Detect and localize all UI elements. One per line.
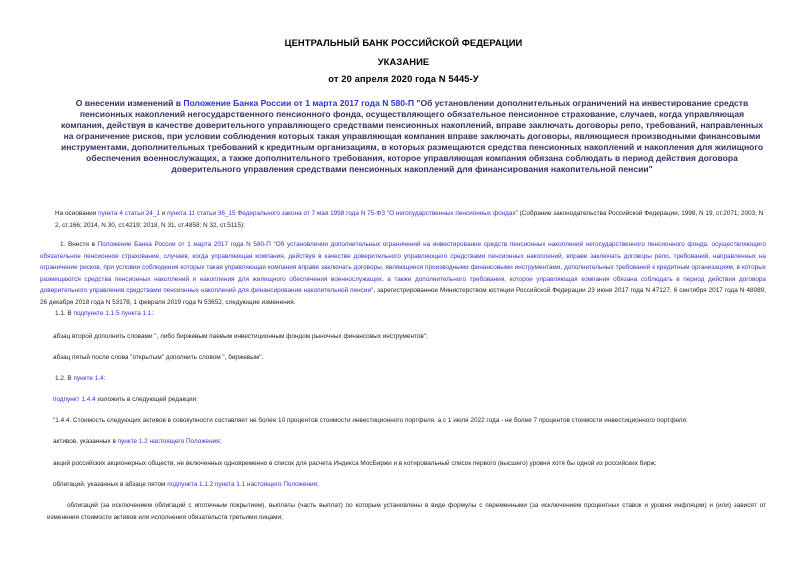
paragraph-1 [40,239,766,309]
document-type-heading: УКАЗАНИЕ [377,56,430,67]
quote-1-4-4: "1.4.4. Стоимость следующих активов в совокупности составляет не более 10 процентов стоимости инвестиционного портфеля, а с 1 июля 2022 года - не более 7 процентов стоимости инвестиционного портфеля: [53,417,688,424]
document-title [58,98,766,175]
basis-paragraph [55,208,766,231]
title-rest: "Об установлении дополнительных ограничений на инвестирование средств пенсионных накоплений негосударственного пенсионного фонда, осуществляющего обязательное пенсионное страхование, случаев, когда управляющая компания, действуя в качестве доверительного управляющего средствами пенсионных накоплений, вправе заключать договоры репо, требований, направленных на ограничение рисков, при условии соблюдения которых такая управляющая компания вправе заключать договоры, являющиеся производными финансовыми инструментами, дополнительных требований к кредитным организациям, в которых размещаются средства пенсионных накоплений и накопления для жилищного обеспечения военнослужащих, а также дополнительного требования, которое управляющая компания обязана соблюдать в период действия договора доверительного управления средствами пенсионных накоплений для финансирования накопительной пенсии" [60,98,764,174]
subparagraph-1-1-2-link[interactable]: подпункта 1.1.2 пункта 1.1 настоящего Положения [167,481,318,488]
paragraph-1-2-subpoint-text: изложить в следующей редакции: [95,396,198,403]
point-1-4-link[interactable]: пункте 1.4 [73,375,104,382]
paragraph-1-1 [55,308,766,320]
paragraph-1-2-text-1: 1.2. В [55,375,74,382]
quote-assets-text-2: ; [219,438,222,445]
basis-link-federal-law[interactable]: пункта 11 статьи 36_15 Федерального закона от 7 мая 1998 года N 75-ФЗ "О негосударственных пенсионных фондах" [167,210,518,217]
basis-link-article-24-1[interactable]: пункта 4 статьи 24_1 [98,210,160,217]
quote-bonds-text-1: облигаций, указанных в абзаце пятом [53,481,168,488]
quote-shares-item: акций российских акционерных обществ, не включенных одновременно в список для расчета Индекса МосБиржи и в котировальный список первого (высшего) уровня хотя бы одной из российских бирж; [53,460,657,467]
quote-bonds-text-2: ; [317,481,319,488]
paragraph-1-text-1: 1. Внести в [60,241,98,248]
paragraph-1-regulation-link[interactable]: Положение Банка России от 1 марта 2017 года N 580-П "Об установлении дополнительных ограничений на инвестирование средств пенсионных накоплений негосударственного пенсионного фонда, осуществляющего обязательное пенсионное страхование, случаев, когда управляющая компания, действуя в качестве доверительного управляющего средствами пенсионных накоплений, вправе заключать договоры репо, требований, направленных на ограничение рисков, при условии соблюдения которых такая управляющая компания вправе заключать договоры, являющиеся производными финансовыми инструментами, дополнительных требований к кредитным организациям, в которых размещаются средства пенсионных накоплений и накопления для жилищного обеспечения военнослужащих, а также дополнительного требования, которое управляющая компания обязана соблюдать в период действия договора доверительного управления средствами пенсионных накоплений для финансирования накопительной пенсии" [40,241,766,295]
paragraph-1-2-subpoint [53,394,766,406]
paragraph-1-1-text-1: 1.1. В [55,310,74,317]
subparagraph-1-1-5-link[interactable]: подпункте 1.1.5 пункта 1.1 [73,310,152,317]
title-regulation-link[interactable]: Положение Банка России от 1 марта 2017 года N 580-П [183,98,415,108]
basis-text-2: и [159,210,168,217]
paragraph-1-2-text-2: : [103,375,106,382]
paragraph-1-1-fifth: абзац пятый после слова "открытым" дополнить словом ", биржевым". [53,354,264,361]
quote-formula-bonds-item: облигаций (за исключением облигаций с ипотечным покрытием), выплаты (часть выплат) по которым установлены в виде формулы с переменными (за исключением процентных ставок и уровня инфляции) и (или) зависят от изменения стоимости активов или исполнения обязательств третьими лицами; [47,502,766,521]
quote-bonds-item [53,479,766,491]
point-1-2-link[interactable]: пункте 1.2 настоящего Положения [117,438,220,445]
subparagraph-1-4-4-link[interactable]: подпункт 1.4.4 [53,396,96,403]
paragraph-1-1-text-2: : [151,310,154,317]
paragraph-1-2 [55,373,766,385]
date-number-heading: от 20 апреля 2020 года N 5445-У [328,73,479,84]
paragraph-1-text-2: , зарегистрированное Министерством юстиции Российской Федерации 23 июня 2017 года N 47127, 6 сентября 2017 года N 48089, 26 декабря 2018 года N 53178, 1 февраля 2019 года N 53652, следующие изменения. [40,287,767,306]
basis-text-1: На основании [55,210,99,217]
quote-assets-item [53,436,766,448]
paragraph-1-1-second: абзац второй дополнить словами ", либо биржевым паевым инвестиционным фондом рыночных финансовых инструментов"; [53,333,428,340]
basis-text-3: (Собрание законодательства Российской Федерации, 1998, N 19, ст.2071; 2003, N 2, ст.166; 2014, N 30, ст.4219; 2018, N 31, ст.4858; N 32, ст.5115): [55,210,764,229]
quote-assets-text-1: активов, указанных в [53,438,118,445]
title-prefix: О внесении изменений в [75,98,184,108]
issuer-heading: ЦЕНТРАЛЬНЫЙ БАНК РОССИЙСКОЙ ФЕДЕРАЦИИ [284,37,523,48]
